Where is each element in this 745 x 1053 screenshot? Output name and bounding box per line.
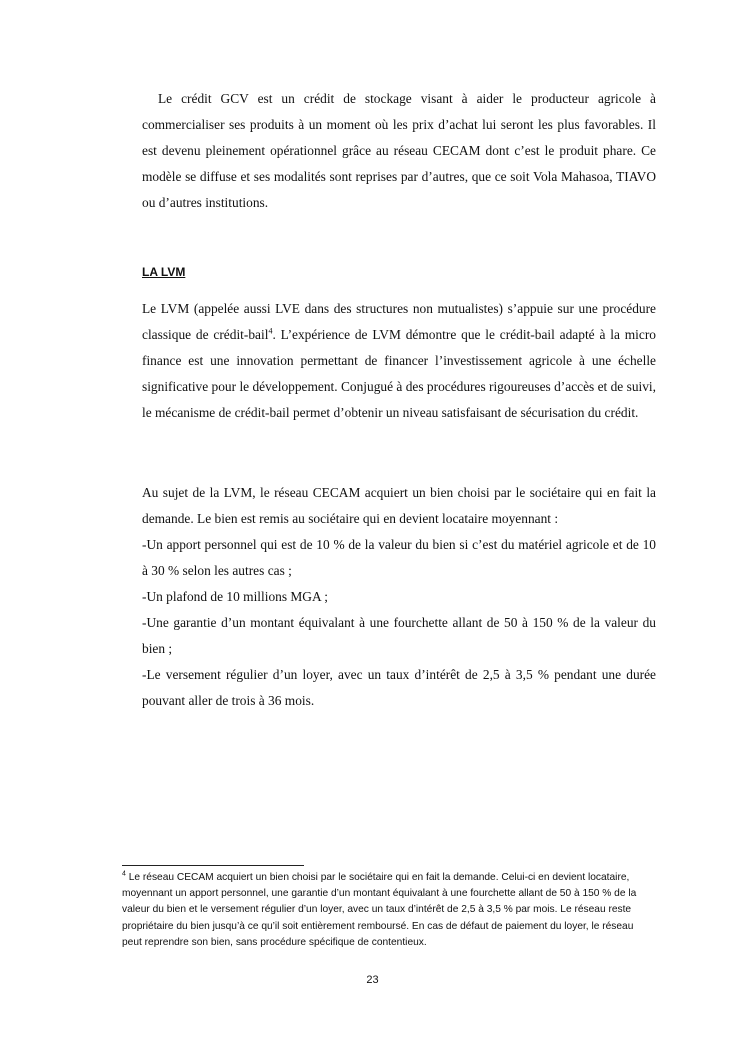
footnote	[122, 870, 656, 951]
paragraph-credit-gcv-text: Le crédit GCV est un crédit de stockage visant à aider le producteur agricole à commercialiser ses produits à un moment où les prix d’achat lui seront les plus favorables. Il est devenu pleinement opérationnel grâce au réseau CECAM dont c’est le produit phare. Ce modèle se diffuse et ses modalités sont reprises par d’autres, que ce soit Vola Mahasoa, TIAVO ou d’autres institutions.	[142, 91, 656, 210]
list-item-plafond: -Un plafond de 10 millions MGA ;	[142, 589, 328, 604]
footnote-separator	[122, 865, 304, 866]
paragraph-lvm-text-start: Le LVM (appelée aussi LVE dans des structures non mutualistes) s’appuie sur une procédure classique de crédit-bail	[142, 301, 656, 342]
list-item-garantie: -Une garantie d’un montant équivalant à une fourchette allant de 50 à 150 % de la valeur du bien ;	[142, 615, 656, 656]
footnote-number: 4	[122, 870, 126, 878]
paragraph-lvm-subject: Au sujet de la LVM, le réseau CECAM acquiert un bien choisi par le sociétaire qui en fait la demande. Le bien est remis au sociétaire qui en devient locataire moyennant :	[142, 485, 656, 526]
list-item-apport: -Un apport personnel qui est de 10 % de la valeur du bien si c’est du matériel agricole et de 10 à 30 % selon les autres cas ;	[142, 537, 656, 578]
paragraph-lvm-conditions	[142, 480, 656, 714]
footnote-reference[interactable]: 4	[268, 326, 273, 336]
section-heading-lvm: LA LVM	[142, 265, 186, 279]
list-item-loyer: -Le versement régulier d’un loyer, avec un taux d’intérêt de 2,5 à 3,5 % pendant une durée pouvant aller de trois à 36 mois.	[142, 667, 656, 708]
paragraph-credit-gcv	[142, 86, 656, 216]
paragraph-lvm	[142, 296, 656, 426]
footnote-text: Le réseau CECAM acquiert un bien choisi par le sociétaire qui en fait la demande. Celui-ci en devient locataire, moyennant un apport personnel, une garantie d’un montant équivalant à une fourchette allant de 50 à 150 % de la valeur du bien et le versement régulier d’un loyer, avec un taux d’intérêt de 2,5 à 3,5 % par mois. Le réseau reste propriétaire du bien jusqu’à ce qu’il soit entièrement remboursé. En cas de défaut de paiement du loyer, le réseau peut reprendre son bien, sans procédure spécifique de contentieux.	[122, 872, 637, 948]
paragraph-lvm-text-end: . L’expérience de LVM démontre que le crédit-bail adapté à la micro finance est une innovation permettant de financer l’investissement agricole à une échelle significative pour le développement. Conjugué à des procédures rigoureuses d’accès et de suivi, le mécanisme de crédit-bail permet d’obtenir un niveau satisfaisant de sécurisation du crédit.	[142, 327, 656, 420]
page-number: 23	[366, 974, 379, 986]
